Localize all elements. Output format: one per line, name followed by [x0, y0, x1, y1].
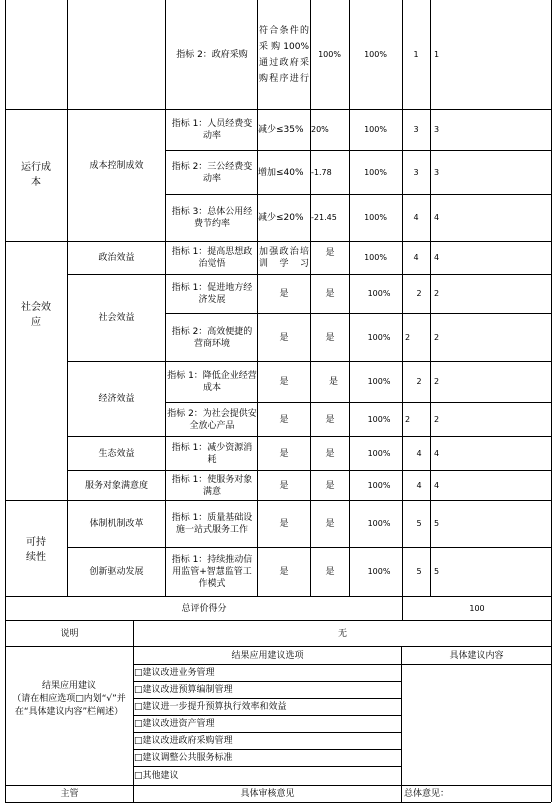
- actual-cell: -1.78: [311, 167, 332, 177]
- completion-cell: 100%: [367, 567, 391, 576]
- actual-cell: 是: [328, 377, 338, 387]
- weight-cell: 3: [413, 125, 419, 134]
- suggest-option-checkbox[interactable]: □建议进一步提升预算执行效率和效益: [134, 702, 287, 712]
- weight-cell: 2: [405, 414, 411, 424]
- actual-cell: 是: [325, 248, 335, 258]
- sub-social: 社会效益: [98, 313, 135, 323]
- target-cell: 是: [279, 567, 289, 577]
- actual-cell: -21.45: [311, 213, 337, 222]
- weight-cell: 4: [413, 253, 419, 262]
- target-cell: 是: [279, 448, 289, 459]
- score-cell: 2: [434, 289, 440, 298]
- weight-cell: 4: [416, 448, 422, 458]
- indicator-cell: 指标 1：降低企业经营成本: [167, 371, 257, 393]
- completion-cell: 100%: [364, 167, 387, 177]
- indicator-cell: 指标 1：减少资源消耗: [171, 442, 253, 465]
- sub-reform: 体制机制改革: [89, 519, 144, 529]
- weight-cell: 2: [416, 377, 422, 386]
- weight-cell: 1: [413, 49, 419, 59]
- actual-cell: 是: [325, 519, 335, 529]
- score-cell: 2: [434, 332, 440, 342]
- indicator-cell: 指标 1：人员经费变动率: [171, 119, 253, 141]
- weight-cell: 5: [416, 567, 422, 576]
- group-sustainability: 可持续性: [26, 537, 46, 563]
- footer-overall-opinion: 总体意见：: [404, 789, 450, 799]
- target-cell: 减少≤35%: [258, 125, 304, 135]
- actual-cell: 是: [325, 567, 335, 577]
- indicator-cell: 指标 2：三公经费变动率: [171, 161, 253, 184]
- row-line: [5, 802, 551, 803]
- sub-political: 政治效益: [98, 253, 135, 263]
- indicator-cell: 指标 1：提高思想政治觉悟: [171, 247, 253, 269]
- completion-cell: 100%: [367, 332, 391, 342]
- target-cell: 是: [279, 332, 289, 343]
- weight-cell: 4: [413, 213, 419, 222]
- explain-label: 说明: [60, 628, 79, 639]
- suggest-option-checkbox[interactable]: □建议改进预算编制管理: [134, 685, 233, 695]
- weight-cell: 5: [416, 519, 422, 528]
- footer-review-opinion: 具体审核意见: [240, 789, 295, 799]
- col-line: [5, 0, 6, 802]
- sub-cost-control: 成本控制成效: [89, 161, 144, 171]
- score-cell: 4: [434, 253, 440, 262]
- suggest-option-checkbox[interactable]: □建议改进资产管理: [134, 719, 215, 729]
- footer-supervisor: 主管: [60, 789, 79, 799]
- completion-cell: 100%: [364, 213, 387, 222]
- target-cell: 加强政治培训学习: [259, 247, 309, 269]
- completion-cell: 100%: [367, 414, 391, 424]
- actual-cell: 是: [325, 448, 335, 459]
- score-cell: 4: [434, 448, 440, 458]
- target-cell: 是: [279, 414, 289, 425]
- group-social-effect: 社会效应: [21, 302, 51, 328]
- completion-cell: 100%: [364, 125, 387, 134]
- score-cell: 3: [434, 167, 440, 177]
- indicator-cell: 指标 1：促进地方经济发展: [171, 283, 253, 305]
- suggest-content-header: 具体建议内容: [449, 650, 504, 661]
- sub-ecological: 生态效益: [98, 448, 135, 459]
- indicator-cell: 指标 3：总体公用经费节约率: [171, 207, 253, 229]
- actual-cell: 是: [325, 332, 335, 343]
- sub-satisfaction: 服务对象满意度: [84, 480, 148, 491]
- suggest-label-note: （请在相应选项□内划“√”并在“具体建议内容”栏阐述）: [12, 694, 126, 717]
- sub-innovation: 创新驱动发展: [89, 567, 144, 577]
- suggest-option-checkbox[interactable]: □其他建议: [134, 771, 179, 781]
- score-cell: 2: [434, 377, 440, 386]
- suggest-content-area[interactable]: [402, 665, 551, 785]
- completion-cell: 100%: [364, 253, 387, 262]
- score-cell: 3: [434, 125, 440, 134]
- score-cell: 2: [434, 414, 440, 424]
- indicator-cell: 指标 2：为社会提供安全放心产品: [167, 408, 257, 431]
- completion-cell: 100%: [367, 289, 391, 298]
- weight-cell: 4: [416, 480, 422, 490]
- indicator-cell: 指标 2：政府采购: [176, 49, 248, 60]
- suggest-option-checkbox[interactable]: □建议调整公共服务标准: [134, 753, 233, 763]
- completion-cell: 100%: [367, 519, 391, 528]
- suggest-option-checkbox[interactable]: □建议改进业务管理: [134, 668, 215, 678]
- score-cell: 1: [434, 49, 440, 59]
- score-cell: 4: [434, 213, 440, 222]
- suggest-label-title: 结果应用建议: [41, 681, 96, 691]
- target-cell: 是: [279, 480, 289, 491]
- score-cell: 5: [434, 567, 440, 576]
- explain-value: 无: [337, 628, 347, 639]
- weight-cell: 2: [416, 289, 422, 298]
- target-cell: 增加≤40%: [258, 167, 304, 178]
- actual-cell: 100%: [318, 49, 341, 59]
- total-score-label: 总评价得分: [181, 603, 227, 614]
- target-cell: 符合条件的采购100%通过政府采购程序进行: [259, 26, 309, 84]
- completion-cell: 100%: [367, 480, 391, 490]
- weight-cell: 2: [405, 332, 411, 342]
- score-cell: 4: [434, 480, 440, 490]
- actual-cell: 是: [325, 480, 335, 491]
- indicator-cell: 指标 1：质量基础设施一站式服务工作: [171, 513, 253, 535]
- total-score-value: 100: [469, 603, 485, 613]
- actual-cell: 是: [325, 414, 335, 425]
- indicator-cell: 指标 1：持续推动信用监管+智慧监管工作模式: [171, 555, 253, 589]
- group-operating-cost: 运行成本: [21, 162, 51, 188]
- suggest-options-header: 结果应用建议选项: [231, 650, 304, 661]
- weight-cell: 3: [413, 167, 419, 177]
- score-cell: 5: [434, 519, 440, 528]
- suggest-option-checkbox[interactable]: □建议改进政府采购管理: [134, 736, 233, 746]
- completion-cell: 100%: [367, 377, 391, 386]
- sub-economic: 经济效益: [98, 394, 135, 404]
- target-cell: 是: [279, 289, 289, 299]
- target-cell: 减少≤20%: [258, 213, 304, 223]
- actual-cell: 20%: [311, 125, 329, 134]
- completion-cell: 100%: [364, 49, 387, 59]
- col-line: [430, 0, 431, 596]
- col-line: [165, 0, 166, 596]
- target-cell: 是: [279, 377, 289, 387]
- suggest-label: [10, 680, 128, 719]
- target-cell: 是: [279, 519, 289, 529]
- indicator-cell: 指标 2：高效便捷的营商环境: [171, 326, 253, 349]
- indicator-cell: 指标 1：使服务对象满意: [171, 474, 253, 497]
- completion-cell: 100%: [367, 448, 391, 458]
- actual-cell: 是: [325, 289, 335, 299]
